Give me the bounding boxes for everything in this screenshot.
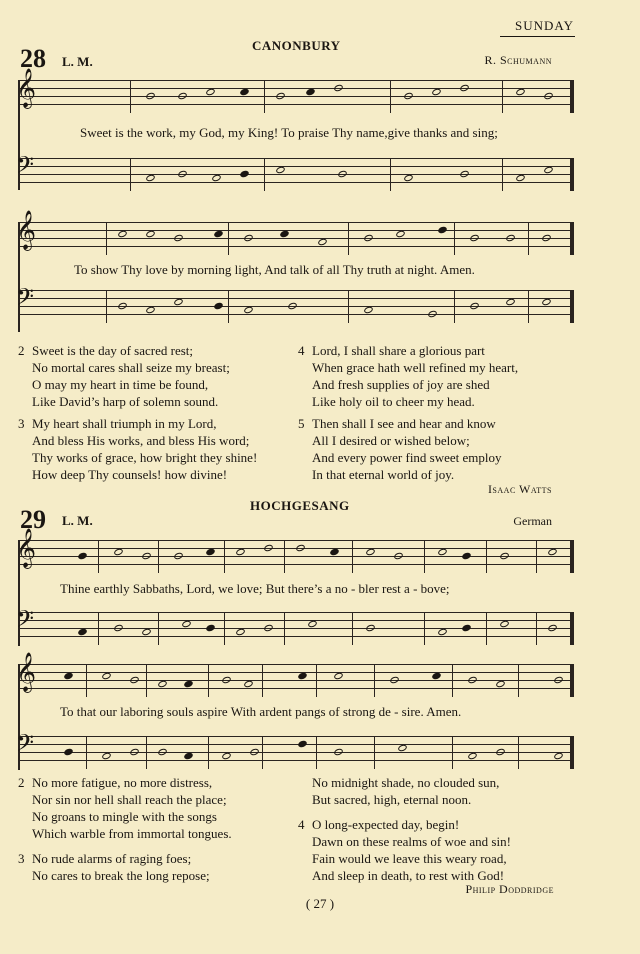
bass-staff (16, 283, 574, 322)
verse-number: 3 (18, 416, 25, 431)
verse-line: Nor sin nor hell shall reach the place; (32, 792, 227, 807)
verse-line: No midnight shade, no clouded sun, (312, 775, 500, 790)
verse-line: No cares to break the long repose; (32, 868, 210, 883)
treble-clef-icon: 𝄞 (16, 68, 37, 108)
composer-name: German (513, 514, 552, 528)
bass-clef-icon: 𝄢 (16, 151, 35, 184)
hymn-author: Philip Doddridge (465, 882, 554, 896)
verse-line: And every power find sweet employ (312, 450, 502, 465)
verse-line: My heart shall triumph in my Lord, (32, 416, 217, 431)
verse-block (18, 774, 232, 842)
verse-line: In that eternal world of joy. (312, 467, 455, 482)
verse-line: Like David’s harp of solemn sound. (32, 394, 219, 409)
page-number: ( 27 ) (305, 896, 335, 911)
tune-name: HOCHGESANG (250, 498, 350, 513)
verse-block (298, 415, 502, 483)
lyric-line: To show Thy love by morning light, And talk of all Thy truth at night. Amen. (74, 262, 475, 277)
hymn-meter: L. M. (62, 513, 93, 528)
bass-clef-icon: 𝄢 (16, 283, 35, 316)
verse-number: 4 (298, 817, 305, 832)
treble-clef-icon: 𝄞 (16, 528, 37, 568)
verse-line: Which warble from immortal tongues. (32, 826, 232, 841)
verse-line: Dawn on these realms of woe and sin! (312, 834, 511, 849)
section-rule (500, 36, 575, 37)
verse-line: Lord, I shall share a glorious part (312, 343, 485, 358)
verse-number: 2 (18, 343, 25, 358)
verse-line: No groans to mingle with the songs (32, 809, 217, 824)
treble-clef-icon: 𝄞 (16, 652, 37, 692)
verse-line: No more fatigue, no more distress, (32, 775, 213, 790)
verse-line: But sacred, high, eternal noon. (312, 792, 472, 807)
verse-block (18, 850, 210, 884)
verse-number: 3 (18, 851, 25, 866)
verse-line: Sweet is the day of sacred rest; (32, 343, 194, 358)
verse-block (18, 342, 230, 410)
hymn-meter: L. M. (62, 54, 93, 69)
lyric-line: To that our laboring souls aspire With ardent pangs of strong de - sire. Amen. (60, 704, 462, 719)
treble-staff (16, 210, 574, 254)
bass-staff (16, 729, 574, 768)
verse-line: Fain would we leave this weary road, (312, 851, 507, 866)
lyric-line: Sweet is the work, my God, my King! To praise Thy name,give thanks and sing; (80, 125, 498, 140)
verse-line: No rude alarms of raging foes; (32, 851, 192, 866)
verse-block (298, 816, 511, 884)
verse-line: When grace hath well refined my heart, (312, 360, 519, 375)
verse-line: O long-expected day, begin! (312, 817, 460, 832)
verse-line: Then shall I see and hear and know (312, 416, 496, 431)
composer-name: R. Schumann (484, 53, 552, 67)
verse-line: All I desired or wished below; (312, 433, 470, 448)
verse-line: How deep Thy counsels! how divine! (32, 467, 228, 482)
verse-line: No mortal cares shall seize my breast; (32, 360, 230, 375)
tune-name: CANONBURY (252, 38, 341, 53)
hymn-number: 28 (20, 44, 46, 73)
verse-block (298, 342, 518, 410)
verse-number: 4 (298, 343, 305, 358)
hymn-author: Isaac Watts (487, 482, 552, 496)
bass-clef-icon: 𝄢 (16, 729, 35, 762)
hymn-number: 29 (20, 505, 46, 534)
verse-line: O may my heart in time be found, (32, 377, 209, 392)
verse-block (298, 774, 499, 808)
bass-staff (16, 605, 574, 644)
verse-block (18, 415, 257, 483)
verse-line: Like holy oil to cheer my head. (312, 394, 475, 409)
bass-clef-icon: 𝄢 (16, 605, 35, 638)
verse-number: 2 (18, 775, 25, 790)
treble-staff (16, 68, 574, 112)
verse-number: 5 (298, 416, 305, 431)
treble-staff (16, 528, 574, 572)
verse-line: And fresh supplies of joy are shed (312, 377, 490, 392)
lyric-line: Thine earthly Sabbaths, Lord, we love; But there’s a no - bler rest a - bove; (60, 581, 450, 596)
treble-staff (16, 652, 574, 696)
verse-line: And bless His works, and bless His word; (32, 433, 250, 448)
verse-line: And sleep in death, to rest with God! (312, 868, 505, 883)
bass-staff (16, 151, 574, 190)
verse-line: Thy works of grace, how bright they shine! (32, 450, 258, 465)
section-title: SUNDAY (515, 18, 574, 33)
treble-clef-icon: 𝄞 (16, 210, 37, 250)
